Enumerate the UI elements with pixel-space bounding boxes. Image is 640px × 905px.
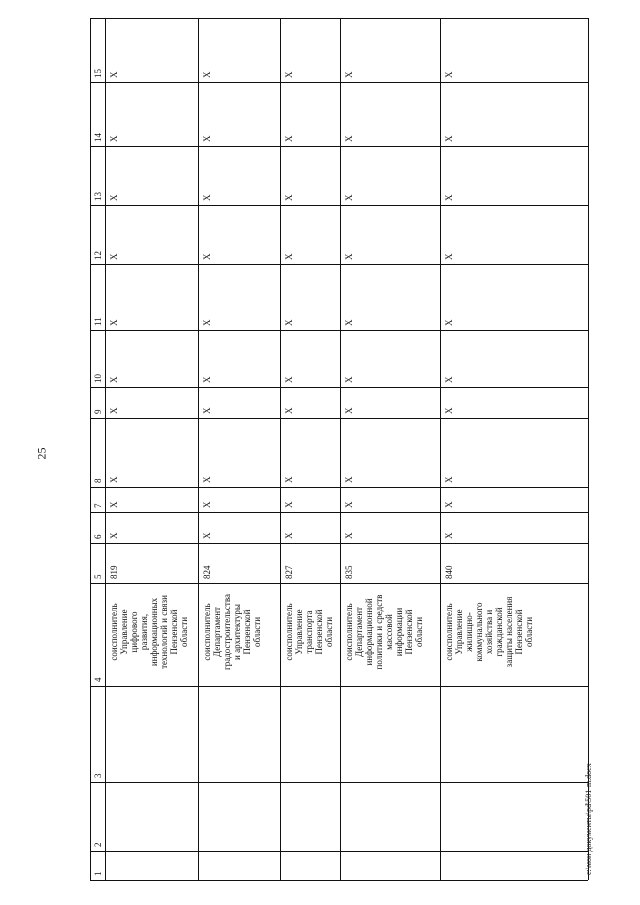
executor-line: Департамент: [212, 607, 222, 657]
x-mark: X: [202, 71, 212, 78]
x-mark: X: [344, 476, 354, 483]
column-number: 4: [93, 677, 103, 682]
table-rule: [90, 418, 588, 419]
x-mark: X: [109, 71, 119, 78]
x-mark: X: [444, 71, 454, 78]
x-mark: X: [109, 319, 119, 326]
table-rule: [588, 18, 589, 880]
table-rule: [90, 880, 588, 881]
executor-line: массовой: [384, 614, 394, 650]
row-executor-text: [109, 582, 189, 682]
x-mark: X: [444, 407, 454, 414]
x-mark: X: [344, 501, 354, 508]
column-number: 2: [93, 842, 103, 847]
x-mark: X: [284, 476, 294, 483]
x-mark: X: [109, 532, 119, 539]
executor-line: политики и средств: [374, 594, 384, 670]
x-mark: X: [344, 194, 354, 201]
column-number: 1: [93, 871, 103, 876]
x-mark: X: [444, 194, 454, 201]
column-number: 15: [93, 69, 103, 78]
row-executor-text: [344, 582, 424, 682]
column-number: 5: [93, 574, 103, 579]
x-mark: X: [344, 253, 354, 260]
x-mark: X: [109, 135, 119, 142]
executor-line: области: [414, 616, 424, 648]
table-rule: [340, 18, 341, 880]
executor-line: жилищно-: [464, 612, 474, 652]
executor-line: соисполнитель: [109, 603, 119, 661]
executor-line: защиты населения: [504, 596, 514, 668]
executor-line: Пензенской: [404, 609, 414, 655]
executor-line: информационных: [149, 597, 159, 667]
x-mark: X: [344, 319, 354, 326]
x-mark: X: [284, 376, 294, 383]
row-code: 824: [202, 565, 212, 579]
x-mark: X: [284, 194, 294, 201]
x-mark: X: [202, 253, 212, 260]
x-mark: X: [284, 71, 294, 78]
executor-line: коммунального: [474, 602, 484, 662]
row-code: 819: [109, 565, 119, 579]
executor-line: Пензенской: [314, 609, 324, 655]
x-mark: X: [202, 376, 212, 383]
x-mark: X: [284, 253, 294, 260]
executor-line: и архитектуры: [232, 604, 242, 660]
table-rule: [280, 18, 281, 880]
executor-line: информации: [394, 607, 404, 657]
executor-line: цифрового: [129, 611, 139, 653]
column-number: 6: [93, 534, 103, 539]
x-mark: X: [202, 319, 212, 326]
row-code: 835: [344, 565, 354, 579]
executor-line: Управление: [119, 609, 129, 655]
x-mark: X: [202, 501, 212, 508]
executor-line: технологий и связи: [159, 595, 169, 669]
executor-line: градостроительства: [222, 594, 232, 670]
executor-line: Пензенской: [514, 609, 524, 655]
row-code: 827: [284, 565, 294, 579]
executor-line: Управление: [454, 609, 464, 655]
table-rule: [90, 851, 588, 852]
executor-line: транспорта: [304, 610, 314, 654]
x-mark: X: [109, 501, 119, 508]
x-mark: X: [202, 532, 212, 539]
executor-line: Пензенской: [242, 609, 252, 655]
table-rule: [90, 512, 588, 513]
table-rule: [105, 18, 106, 880]
executor-line: Пензенской: [169, 609, 179, 655]
x-mark: X: [284, 407, 294, 414]
column-number: 13: [93, 192, 103, 201]
column-number: 8: [93, 478, 103, 483]
row-executor-text: [444, 582, 534, 682]
table-rule: [90, 264, 588, 265]
executor-line: Управление: [294, 609, 304, 655]
x-mark: X: [444, 253, 454, 260]
row-code: 840: [444, 565, 454, 579]
column-number: 10: [93, 374, 103, 383]
x-mark: X: [344, 71, 354, 78]
x-mark: X: [202, 476, 212, 483]
x-mark: X: [284, 319, 294, 326]
executor-line: области: [252, 616, 262, 648]
table-rule: [90, 330, 588, 331]
table-rule: [90, 205, 588, 206]
x-mark: X: [344, 407, 354, 414]
table-rule: [90, 782, 588, 783]
executor-line: области: [324, 616, 334, 648]
table-rule: [198, 18, 199, 880]
x-mark: X: [202, 407, 212, 414]
executor-line: Департамент: [354, 607, 364, 657]
x-mark: X: [284, 501, 294, 508]
x-mark: X: [444, 501, 454, 508]
executor-line: области: [179, 616, 189, 648]
executor-line: соисполнитель: [344, 603, 354, 661]
column-number: 3: [93, 773, 103, 778]
executor-line: хозяйства и: [484, 609, 494, 655]
x-mark: X: [344, 135, 354, 142]
x-mark: X: [109, 194, 119, 201]
executor-line: области: [524, 616, 534, 648]
table-rule: [90, 543, 588, 544]
executor-line: соисполнитель: [202, 603, 212, 661]
table-rule: [90, 18, 91, 880]
x-mark: X: [444, 376, 454, 383]
executor-line: гражданской: [494, 607, 504, 657]
table-rule: [90, 18, 588, 19]
x-mark: X: [344, 532, 354, 539]
x-mark: X: [109, 476, 119, 483]
executor-line: развития,: [139, 613, 149, 651]
column-number: 7: [93, 503, 103, 508]
table-rule: [440, 18, 441, 880]
row-executor-text: [284, 582, 334, 682]
x-mark: X: [202, 194, 212, 201]
x-mark: X: [344, 376, 354, 383]
executor-line: соисполнитель: [444, 603, 454, 661]
x-mark: X: [444, 135, 454, 142]
executor-line: соисполнитель: [284, 603, 294, 661]
x-mark: X: [444, 476, 454, 483]
x-mark: X: [444, 319, 454, 326]
row-executor-text: [202, 582, 262, 682]
table-rule: [90, 82, 588, 83]
x-mark: X: [284, 135, 294, 142]
table-rule: [90, 487, 588, 488]
x-mark: X: [444, 532, 454, 539]
table-rule: [90, 146, 588, 147]
table-rule: [90, 387, 588, 388]
column-number: 11: [93, 317, 103, 326]
x-mark: X: [109, 253, 119, 260]
column-number: 14: [93, 133, 103, 142]
column-number: 12: [93, 251, 103, 260]
x-mark: X: [109, 376, 119, 383]
x-mark: X: [284, 532, 294, 539]
executor-line: информационной: [364, 598, 374, 666]
column-number: 9: [93, 409, 103, 414]
table-rule: [90, 686, 588, 687]
footer-file-path: c:\мои документы\pd\501-m.docx: [584, 763, 593, 875]
x-mark: X: [109, 407, 119, 414]
x-mark: X: [202, 135, 212, 142]
page-number: 25: [34, 447, 49, 460]
